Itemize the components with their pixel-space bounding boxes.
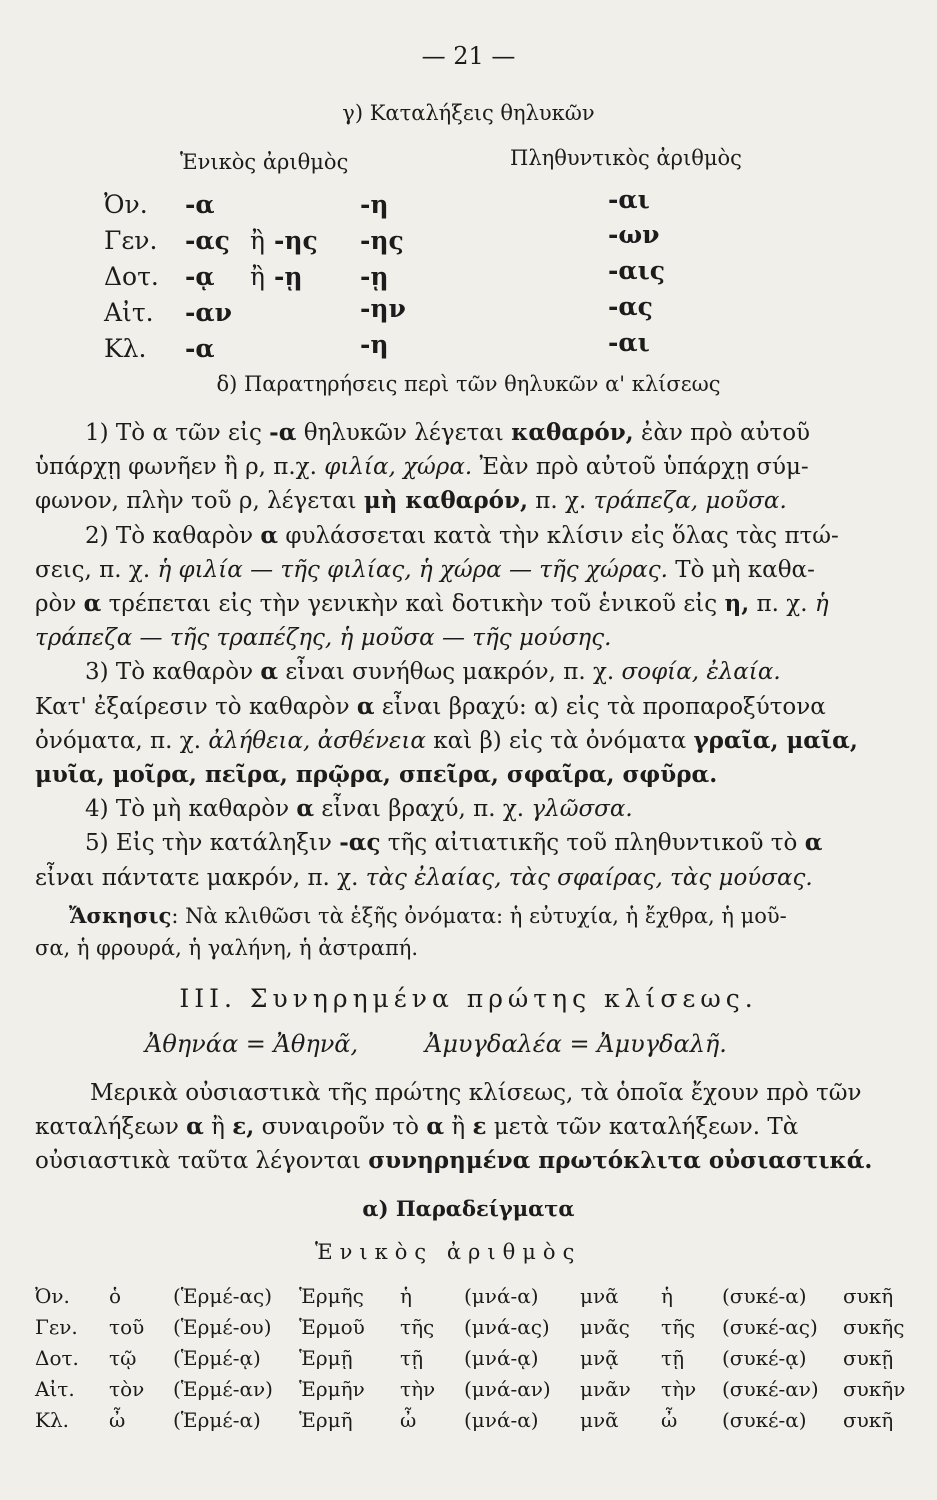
note-1-line: φωνον, πλὴν τοῦ ρ, λέγεται μὴ καθαρόν, π. χ. τράπεζα, μοῦσα. xyxy=(35,487,787,515)
declension-cell: (Ἑρμέ-ας) xyxy=(173,1283,273,1308)
ending: -ην xyxy=(360,294,406,323)
plural-ending: -αι xyxy=(608,328,650,357)
note-3-line: 3) Τὸ καθαρὸν α εἶναι συνήθως μακρόν, π. χ. σοφία, ἐλαία. xyxy=(85,658,781,686)
declension-cell: τῷ xyxy=(109,1345,137,1370)
declension-cell: ὦ xyxy=(109,1407,126,1432)
declension-cell: (μνά-ᾳ) xyxy=(464,1345,539,1370)
plural-ending: -ας xyxy=(608,292,653,321)
note-4-line: 4) Τὸ μὴ καθαρὸν α εἶναι βραχύ, π. χ. γλῶσσα. xyxy=(85,795,633,823)
declension-cell: Ἑρμῆν xyxy=(299,1376,365,1401)
case-label: Γεν. xyxy=(35,1314,78,1339)
note-2-line: 2) Τὸ καθαρὸν α φυλάσσεται κατὰ τὴν κλίσιν εἰς ὅλας τὰς πτώ- xyxy=(85,521,839,549)
declension-cell: (μνά-α) xyxy=(464,1283,539,1308)
case-label: Κλ. xyxy=(104,334,147,363)
exercise: Ἄσκησις: Νὰ κλιθῶσι τὰ ἑξῆς ὀνόματα: ἡ εὐτυχία, ἡ ἔχθρα, ἡ μοῦ- σα, ἡ φρουρά, ἡ γαλήνη, ἡ ἀστραπή. xyxy=(35,903,787,960)
declension-row xyxy=(35,1404,919,1435)
declension-cell: Ἑρμοῦ xyxy=(299,1314,365,1339)
ending: -η xyxy=(360,330,389,359)
declension-cell: (συκέ-ᾳ) xyxy=(722,1345,807,1370)
case-label: Δοτ. xyxy=(35,1345,79,1370)
case-label: Ὀν. xyxy=(104,190,148,219)
declension-cell: (Ἑρμέ-α) xyxy=(173,1407,261,1432)
declension-cell: μνᾶν xyxy=(580,1376,631,1401)
notes-paragraphs xyxy=(35,416,903,895)
note-5-line: 5) Εἰς τὴν κατάληξιν -ας τῆς αἰτιατικῆς τοῦ πληθυντικοῦ τὸ α xyxy=(85,829,823,857)
declension-cell: συκῆς xyxy=(843,1314,905,1339)
declension-cell: (μνά-αν) xyxy=(464,1376,551,1401)
declension-cell: τῆς xyxy=(661,1314,696,1339)
declension-row xyxy=(35,1373,919,1404)
declension-cell: (Ἑρμέ-ου) xyxy=(173,1314,272,1339)
section-d-title: δ) Παρατηρήσεις περὶ τῶν θηλυκῶν α' κλίσεως xyxy=(216,372,721,396)
plural-ending: -αις xyxy=(608,256,665,285)
declension-cell: τὴν xyxy=(661,1376,697,1401)
declension-cell: Ἑρμῆ xyxy=(299,1407,353,1432)
ending: -ῃ xyxy=(274,262,303,291)
case-label: Ὀν. xyxy=(35,1283,70,1308)
note-3-line: μυῖα, μοῖρα, πεῖρα, πρῷρα, σπεῖρα, σφαῖρα, σφῦρα. xyxy=(35,761,718,789)
note-2-line: σεις, π. χ. ἡ φιλία — τῆς φιλίας, ἡ χώρα — τῆς χώρας. Τὸ μὴ καθα- xyxy=(35,556,815,583)
declension-cell: τὴν xyxy=(400,1376,436,1401)
declension-cell: τὸν xyxy=(109,1376,145,1401)
ending: -ης xyxy=(360,226,404,255)
declension-cell: Ἑρμῆς xyxy=(299,1283,364,1308)
note-2-line: ρὸν α τρέπεται εἰς τὴν γενικὴν καὶ δοτικὴν τοῦ ἑνικοῦ εἰς η, π. χ. ἡ xyxy=(35,590,829,618)
declension-cell: ἡ xyxy=(400,1283,412,1308)
declension-cell: συκῆ xyxy=(843,1407,894,1432)
ending: -ῃ xyxy=(360,262,389,291)
ending: -αν xyxy=(185,298,232,327)
exercise-label: Ἄσκησις xyxy=(69,903,172,928)
plural-ending: -ων xyxy=(608,220,660,249)
declension-row xyxy=(35,1311,919,1342)
section-a-title: α) Παραδείγματα xyxy=(362,1196,575,1221)
declension-cell: Ἑρμῇ xyxy=(299,1345,353,1370)
declension-cell: τῇ xyxy=(400,1345,424,1370)
singular-header: Ἑνικὸς ἀριθμὸς xyxy=(180,150,349,174)
declension-row xyxy=(35,1342,919,1373)
contracted-nouns-table xyxy=(35,1280,919,1435)
examples-singular-header: Ἑνικὸς ἀριθμὸς xyxy=(315,1240,582,1264)
ending: -ης xyxy=(274,226,318,255)
plural-ending: -αι xyxy=(608,185,650,214)
note-3-line: ὀνόματα, π. χ. ἀλήθεια, ἀσθένεια καὶ β) εἰς τὰ ὀνόματα γραῖα, μαῖα, xyxy=(35,726,858,754)
note-1-line: 1) Τὸ α τῶν εἰς -α θηλυκῶν λέγεται καθαρόν, ἐὰν πρὸ αὐτοῦ xyxy=(85,419,811,446)
declension-cell: (συκέ-α) xyxy=(722,1407,807,1432)
declension-cell: τῇ xyxy=(661,1345,685,1370)
contraction-example-1: Ἀθηνάα = Ἀθηνᾶ, xyxy=(145,1030,359,1058)
declension-cell: (μνά-ας) xyxy=(464,1314,550,1339)
page-number: — 21 — xyxy=(421,42,516,70)
declension-cell: ὦ xyxy=(661,1407,678,1432)
case-label: Δοτ. xyxy=(104,262,159,291)
ending: -ας xyxy=(185,226,230,255)
declension-cell: συκῇ xyxy=(843,1345,894,1370)
declension-cell: (μνά-α) xyxy=(464,1407,539,1432)
declension-cell: ὦ xyxy=(400,1407,417,1432)
ending: -η xyxy=(360,190,389,219)
or-word: ἢ xyxy=(250,262,265,291)
or-word: ἢ xyxy=(250,226,265,255)
declension-cell: συκῆν xyxy=(843,1376,906,1401)
plural-header: Πληθυντικὸς ἀριθμὸς xyxy=(510,146,742,170)
declension-cell: τῆς xyxy=(400,1314,435,1339)
declension-cell: μνᾶ xyxy=(580,1407,619,1432)
declension-cell: μνᾶ xyxy=(580,1283,619,1308)
case-label: Αἰτ. xyxy=(104,298,154,327)
section-III-paragraph: Μερικὰ οὐσιαστικὰ τῆς πρώτης κλίσεως, τὰ ὁποῖα ἔχουν πρὸ τῶν καταλήξεων α ἢ ε, συναιροῦν τὸ α ἢ ε μετὰ τῶν καταλήξεων. Τὰ οὐσιαστικὰ ταῦτα λέγονται συνηρημένα πρωτόκλιτα οὐσιαστικά. xyxy=(35,1080,873,1174)
section-g-title: γ) Καταλήξεις θηλυκῶν xyxy=(342,101,595,125)
contraction-example-2: Ἀμυγδαλέα = Ἀμυγδαλῆ. xyxy=(425,1030,727,1058)
section-III-title: ΙΙΙ. Συνηρημένα πρώτης κλίσεως. xyxy=(179,984,758,1013)
note-2-line: τράπεζα — τῆς τραπέζης, ἡ μοῦσα — τῆς μούσης. xyxy=(35,625,612,652)
declension-cell: μνᾶς xyxy=(580,1314,630,1339)
declension-cell: τοῦ xyxy=(109,1314,145,1339)
declension-cell: (συκέ-αν) xyxy=(722,1376,819,1401)
declension-cell: (Ἑρμέ-αν) xyxy=(173,1376,273,1401)
case-label: Αἰτ. xyxy=(35,1376,75,1401)
ending: -α xyxy=(185,190,215,219)
note-1-line: ὑπάρχῃ φωνῆεν ἢ ρ, π.χ. φιλία, χώρα. Ἐὰν πρὸ αὐτοῦ ὑπάρχῃ σύμ- xyxy=(35,454,809,481)
note-3-line: Κατ' ἐξαίρεσιν τὸ καθαρὸν α εἶναι βραχύ: α) εἰς τὰ προπαροξύτονα xyxy=(35,692,826,720)
declension-cell: (συκέ-α) xyxy=(722,1283,807,1308)
ending: -ᾳ xyxy=(185,262,215,291)
declension-cell: συκῆ xyxy=(843,1283,894,1308)
declension-cell: μνᾷ xyxy=(580,1345,619,1370)
case-label: Κλ. xyxy=(35,1407,69,1432)
note-5-line: εἶναι πάντατε μακρόν, π. χ. τὰς ἐλαίας, τὰς σφαίρας, τὰς μούσας. xyxy=(35,864,813,891)
case-label: Γεν. xyxy=(104,226,158,255)
declension-row xyxy=(35,1280,919,1311)
declension-cell: (Ἑρμέ-ᾳ) xyxy=(173,1345,261,1370)
declension-cell: (συκέ-ας) xyxy=(722,1314,818,1339)
declension-cell: ὁ xyxy=(109,1283,122,1308)
declension-cell: ἡ xyxy=(661,1283,673,1308)
ending: -α xyxy=(185,334,215,363)
